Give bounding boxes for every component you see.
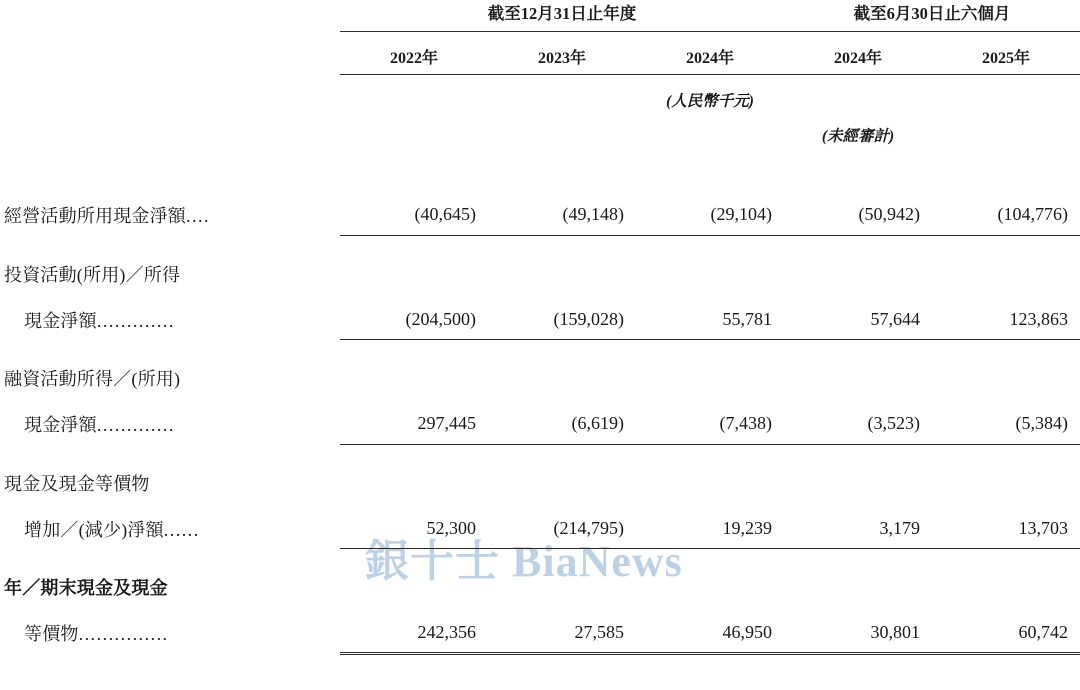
cell-value: 13,703 (932, 509, 1080, 549)
cell-value (932, 358, 1080, 398)
table-row (0, 509, 1080, 549)
cell-value: (204,500) (340, 300, 488, 340)
row-gap (0, 235, 1080, 254)
table-row (0, 404, 1080, 444)
row-label-text: 增加／(減少)淨額 (24, 519, 164, 540)
column-header-2023: 2023年 (488, 37, 636, 79)
watermark-text: 銀十士 BiaNews (365, 537, 683, 586)
cell-value: (29,104) (636, 195, 784, 235)
row-label (0, 509, 340, 549)
header-group-interim: 截至6月30日止六個月 (784, 0, 1080, 37)
cell-value: (159,028) (488, 300, 636, 340)
cell-value (340, 358, 488, 398)
currency-note-spacer (0, 79, 636, 112)
year-rule-2023 (488, 74, 636, 75)
unaudited-note: (未經審計) (821, 128, 895, 145)
cell-value: (214,795) (488, 509, 636, 549)
cell-value (636, 463, 784, 503)
table-row (0, 463, 1080, 503)
cell-value (932, 254, 1080, 294)
cell-value: 27,585 (488, 613, 636, 653)
year-rule-2022 (340, 74, 488, 75)
currency-note: (人民幣千元) (666, 93, 754, 110)
cell-value: 123,863 (932, 300, 1080, 340)
header-body-spacer (0, 147, 1080, 195)
row-label-text: 現金淨額 (24, 310, 97, 331)
cell-value (932, 463, 1080, 503)
header-corner-cell (0, 0, 340, 37)
cell-value (340, 254, 488, 294)
cell-value: 52,300 (340, 509, 488, 549)
cell-value: 57,644 (784, 300, 932, 340)
cell-value (488, 463, 636, 503)
row-label (0, 613, 340, 653)
cell-value (636, 567, 784, 607)
cell-value: (40,645) (340, 195, 488, 235)
row-gap (0, 549, 1080, 568)
row-label-text: 現金淨額 (24, 415, 97, 435)
row-leader: ............. (96, 310, 175, 331)
column-header-2024-interim: 2024年 (784, 37, 932, 79)
cell-value (784, 567, 932, 607)
column-header-2022: 2022年 (340, 37, 488, 79)
cell-value: 242,356 (340, 613, 488, 653)
cell-value (340, 567, 488, 607)
header-year-row (0, 37, 1080, 79)
cell-value (488, 254, 636, 294)
cell-value (488, 567, 636, 607)
group-rule-annual (340, 31, 784, 32)
group-rule-interim (784, 31, 1080, 32)
row-gap (0, 340, 1080, 359)
row-label-text: 融資活動所得／(所用) (4, 369, 181, 389)
year-rule-2025-interim (932, 74, 1080, 75)
column-header-2024-annual: 2024年 (636, 37, 784, 79)
row-label (0, 300, 340, 340)
unaudited-note-spacer (0, 112, 784, 147)
cell-value (636, 254, 784, 294)
cell-value: (3,523) (784, 404, 932, 444)
cell-value: (50,942) (784, 195, 932, 235)
cell-value: 60,742 (932, 613, 1080, 653)
cell-value: (5,384) (932, 404, 1080, 444)
row-label (0, 254, 340, 294)
header-group-annual: 截至12月31日止年度 (340, 0, 784, 37)
unaudited-note-row (0, 112, 1080, 147)
row-label-text: 經營活動所用現金淨額 (4, 206, 186, 226)
row-leader: ............. (96, 415, 175, 435)
cell-value (636, 358, 784, 398)
year-rule-2024-annual (636, 74, 784, 75)
row-label-text: 現金及現金等價物 (4, 473, 150, 494)
row-label-text: 年／期末現金及現金 (4, 578, 168, 598)
row-label (0, 463, 340, 503)
unaudited-note-trailing-spacer (932, 112, 1080, 147)
cell-value: (49,148) (488, 195, 636, 235)
cell-value: 30,801 (784, 613, 932, 653)
cell-value (932, 567, 1080, 607)
cell-value: (6,619) (488, 404, 636, 444)
cell-value: 297,445 (340, 404, 488, 444)
cell-value (784, 254, 932, 294)
column-header-2025-interim: 2025年 (932, 37, 1080, 79)
row-leader: ............... (78, 624, 169, 644)
row-label-text: 投資活動(所用)／所得 (4, 264, 181, 285)
cell-value: (104,776) (932, 195, 1080, 235)
row-label-text: 等價物 (24, 624, 79, 644)
table-row (0, 195, 1080, 235)
table-row (0, 358, 1080, 398)
year-rule-2024-interim (784, 74, 932, 75)
row-label (0, 358, 340, 398)
header-group-row (0, 0, 1080, 37)
cell-value (488, 358, 636, 398)
cell-value: 3,179 (784, 509, 932, 549)
table-row (0, 254, 1080, 294)
table-row (0, 613, 1080, 653)
row-label (0, 567, 340, 607)
table-row (0, 300, 1080, 340)
currency-note-trailing-spacer (784, 79, 1080, 112)
cell-value (784, 463, 932, 503)
cell-value: (7,438) (636, 404, 784, 444)
row-leader: .... (186, 206, 210, 226)
row-label (0, 404, 340, 444)
table-row (0, 567, 1080, 607)
cell-value: 55,781 (636, 300, 784, 340)
row-gap (0, 444, 1080, 463)
row-leader: ...... (163, 519, 200, 540)
cell-value: 46,950 (636, 613, 784, 653)
cell-value (784, 358, 932, 398)
cell-value (340, 463, 488, 503)
cell-value: 19,239 (636, 509, 784, 549)
row-label (0, 195, 340, 235)
header-year-corner (0, 37, 340, 79)
currency-note-row (0, 79, 1080, 112)
